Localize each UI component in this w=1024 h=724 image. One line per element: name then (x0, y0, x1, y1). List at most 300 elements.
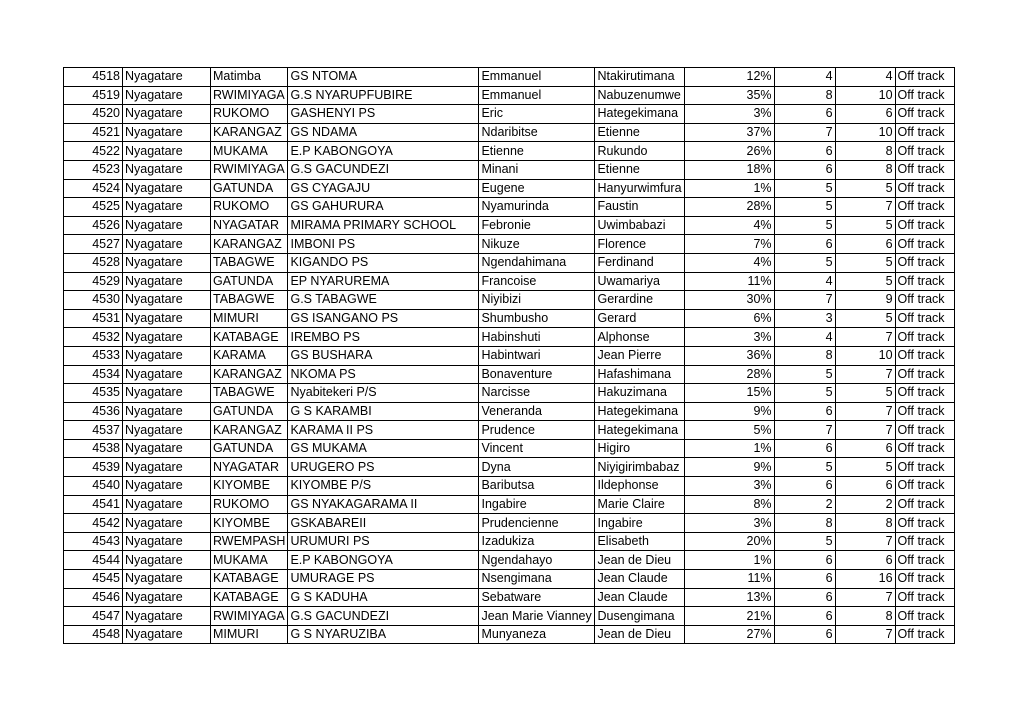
score-b-cell: 2 (835, 495, 895, 514)
last-name-cell: Jean de Dieu (595, 625, 684, 644)
sector-cell: RUKOMO (211, 495, 288, 514)
score-b-cell: 7 (835, 328, 895, 347)
last-name-cell: Hanyurwimfura (595, 179, 684, 198)
status-cell: Off track (895, 384, 954, 403)
row-number-cell: 4548 (64, 625, 123, 644)
school-cell: IMBONI PS (288, 235, 479, 254)
score-a-cell: 5 (774, 365, 835, 384)
score-a-cell: 6 (774, 588, 835, 607)
school-cell: GS GAHURURA (288, 198, 479, 217)
score-a-cell: 5 (774, 216, 835, 235)
first-name-cell: Habinshuti (479, 328, 595, 347)
percent-cell: 21% (684, 607, 774, 626)
school-cell: E.P KABONGOYA (288, 142, 479, 161)
status-cell: Off track (895, 625, 954, 644)
sector-cell: KARANGAZ (211, 421, 288, 440)
school-cell: GS ISANGANO PS (288, 309, 479, 328)
status-cell: Off track (895, 588, 954, 607)
score-a-cell: 3 (774, 309, 835, 328)
status-cell: Off track (895, 179, 954, 198)
first-name-cell: Nsengimana (479, 570, 595, 589)
status-cell: Off track (895, 495, 954, 514)
sector-cell: GATUNDA (211, 439, 288, 458)
school-cell: GS MUKAMA (288, 439, 479, 458)
last-name-cell: Jean de Dieu (595, 551, 684, 570)
status-cell: Off track (895, 86, 954, 105)
table-row (64, 551, 955, 570)
last-name-cell: Uwimbabazi (595, 216, 684, 235)
district-cell: Nyagatare (123, 123, 211, 142)
table-row (64, 253, 955, 272)
last-name-cell: Alphonse (595, 328, 684, 347)
percent-cell: 20% (684, 532, 774, 551)
status-cell: Off track (895, 235, 954, 254)
first-name-cell: Ngendahayo (479, 551, 595, 570)
score-b-cell: 10 (835, 346, 895, 365)
status-cell: Off track (895, 402, 954, 421)
district-cell: Nyagatare (123, 439, 211, 458)
district-cell: Nyagatare (123, 458, 211, 477)
district-cell: Nyagatare (123, 570, 211, 589)
district-cell: Nyagatare (123, 421, 211, 440)
first-name-cell: Shumbusho (479, 309, 595, 328)
first-name-cell: Narcisse (479, 384, 595, 403)
status-cell: Off track (895, 477, 954, 496)
score-b-cell: 5 (835, 272, 895, 291)
row-number-cell: 4522 (64, 142, 123, 161)
status-cell: Off track (895, 570, 954, 589)
status-cell: Off track (895, 346, 954, 365)
district-cell: Nyagatare (123, 588, 211, 607)
score-b-cell: 7 (835, 625, 895, 644)
percent-cell: 27% (684, 625, 774, 644)
table-row (64, 105, 955, 124)
table-row (64, 570, 955, 589)
school-cell: Nyabitekeri P/S (288, 384, 479, 403)
row-number-cell: 4543 (64, 532, 123, 551)
school-cell: UMURAGE PS (288, 570, 479, 589)
first-name-cell: Bonaventure (479, 365, 595, 384)
sector-cell: TABAGWE (211, 291, 288, 310)
district-cell: Nyagatare (123, 253, 211, 272)
school-cell: G.S GACUNDEZI (288, 160, 479, 179)
last-name-cell: Faustin (595, 198, 684, 217)
table-row (64, 458, 955, 477)
last-name-cell: Uwamariya (595, 272, 684, 291)
first-name-cell: Minani (479, 160, 595, 179)
status-cell: Off track (895, 291, 954, 310)
sector-cell: MUKAMA (211, 142, 288, 161)
percent-cell: 3% (684, 105, 774, 124)
score-a-cell: 6 (774, 402, 835, 421)
last-name-cell: Hategekimana (595, 421, 684, 440)
score-b-cell: 6 (835, 235, 895, 254)
score-b-cell: 7 (835, 532, 895, 551)
last-name-cell: Etienne (595, 123, 684, 142)
school-cell: MIRAMA PRIMARY SCHOOL (288, 216, 479, 235)
score-b-cell: 5 (835, 384, 895, 403)
percent-cell: 4% (684, 216, 774, 235)
last-name-cell: Gerardine (595, 291, 684, 310)
sector-cell: KATABAGE (211, 588, 288, 607)
table-row (64, 216, 955, 235)
percent-cell: 28% (684, 198, 774, 217)
district-cell: Nyagatare (123, 607, 211, 626)
row-number-cell: 4528 (64, 253, 123, 272)
row-number-cell: 4544 (64, 551, 123, 570)
row-number-cell: 4533 (64, 346, 123, 365)
score-b-cell: 8 (835, 514, 895, 533)
score-b-cell: 5 (835, 216, 895, 235)
table-row (64, 588, 955, 607)
sector-cell: KIYOMBE (211, 477, 288, 496)
sector-cell: TABAGWE (211, 384, 288, 403)
first-name-cell: Veneranda (479, 402, 595, 421)
score-b-cell: 5 (835, 309, 895, 328)
score-a-cell: 5 (774, 198, 835, 217)
percent-cell: 1% (684, 439, 774, 458)
score-b-cell: 6 (835, 105, 895, 124)
first-name-cell: Ndaribitse (479, 123, 595, 142)
sector-cell: MIMURI (211, 309, 288, 328)
score-a-cell: 7 (774, 291, 835, 310)
district-cell: Nyagatare (123, 142, 211, 161)
last-name-cell: Ntakirutimana (595, 68, 684, 87)
status-cell: Off track (895, 198, 954, 217)
school-cell: GS CYAGAJU (288, 179, 479, 198)
score-b-cell: 7 (835, 421, 895, 440)
row-number-cell: 4532 (64, 328, 123, 347)
status-cell: Off track (895, 607, 954, 626)
last-name-cell: Etienne (595, 160, 684, 179)
status-cell: Off track (895, 68, 954, 87)
district-cell: Nyagatare (123, 86, 211, 105)
last-name-cell: Higiro (595, 439, 684, 458)
last-name-cell: Florence (595, 235, 684, 254)
last-name-cell: Nabuzenumwe (595, 86, 684, 105)
district-cell: Nyagatare (123, 309, 211, 328)
first-name-cell: Niyibizi (479, 291, 595, 310)
percent-cell: 11% (684, 272, 774, 291)
table-row (64, 365, 955, 384)
sector-cell: RWIMIYAGA (211, 86, 288, 105)
score-b-cell: 16 (835, 570, 895, 589)
score-b-cell: 8 (835, 142, 895, 161)
score-a-cell: 5 (774, 179, 835, 198)
status-cell: Off track (895, 123, 954, 142)
table-row (64, 142, 955, 161)
status-cell: Off track (895, 253, 954, 272)
last-name-cell: Niyigirimbabaz (595, 458, 684, 477)
score-a-cell: 6 (774, 160, 835, 179)
table-row (64, 198, 955, 217)
first-name-cell: Vincent (479, 439, 595, 458)
status-cell: Off track (895, 272, 954, 291)
score-a-cell: 4 (774, 272, 835, 291)
sector-cell: MIMURI (211, 625, 288, 644)
status-cell: Off track (895, 160, 954, 179)
sector-cell: KATABAGE (211, 570, 288, 589)
status-cell: Off track (895, 216, 954, 235)
score-b-cell: 6 (835, 477, 895, 496)
table-row (64, 272, 955, 291)
first-name-cell: Prudencienne (479, 514, 595, 533)
score-a-cell: 6 (774, 607, 835, 626)
first-name-cell: Etienne (479, 142, 595, 161)
school-cell: KIGANDO PS (288, 253, 479, 272)
percent-cell: 6% (684, 309, 774, 328)
score-a-cell: 2 (774, 495, 835, 514)
sector-cell: RWIMIYAGA (211, 607, 288, 626)
status-cell: Off track (895, 532, 954, 551)
district-cell: Nyagatare (123, 68, 211, 87)
district-cell: Nyagatare (123, 402, 211, 421)
school-cell: GS NDAMA (288, 123, 479, 142)
last-name-cell: Jean Claude (595, 570, 684, 589)
sector-cell: TABAGWE (211, 253, 288, 272)
score-a-cell: 5 (774, 253, 835, 272)
district-cell: Nyagatare (123, 179, 211, 198)
table-row (64, 328, 955, 347)
school-cell: G.S TABAGWE (288, 291, 479, 310)
sector-cell: KATABAGE (211, 328, 288, 347)
last-name-cell: Hafashimana (595, 365, 684, 384)
school-cell: URUGERO PS (288, 458, 479, 477)
percent-cell: 30% (684, 291, 774, 310)
row-number-cell: 4525 (64, 198, 123, 217)
school-cell: URUMURI PS (288, 532, 479, 551)
sector-cell: RUKOMO (211, 105, 288, 124)
school-cell: EP NYARUREMA (288, 272, 479, 291)
last-name-cell: Ildephonse (595, 477, 684, 496)
sector-cell: KIYOMBE (211, 514, 288, 533)
status-cell: Off track (895, 514, 954, 533)
score-a-cell: 6 (774, 551, 835, 570)
percent-cell: 1% (684, 551, 774, 570)
table-row (64, 68, 955, 87)
sector-cell: RWIMIYAGA (211, 160, 288, 179)
first-name-cell: Febronie (479, 216, 595, 235)
table-row (64, 291, 955, 310)
first-name-cell: Ingabire (479, 495, 595, 514)
last-name-cell: Ferdinand (595, 253, 684, 272)
data-table (63, 67, 955, 644)
sector-cell: KARAMA (211, 346, 288, 365)
percent-cell: 4% (684, 253, 774, 272)
last-name-cell: Jean Claude (595, 588, 684, 607)
row-number-cell: 4521 (64, 123, 123, 142)
percent-cell: 26% (684, 142, 774, 161)
row-number-cell: 4526 (64, 216, 123, 235)
sector-cell: KARANGAZ (211, 365, 288, 384)
district-cell: Nyagatare (123, 198, 211, 217)
score-b-cell: 8 (835, 607, 895, 626)
last-name-cell: Rukundo (595, 142, 684, 161)
row-number-cell: 4523 (64, 160, 123, 179)
percent-cell: 3% (684, 328, 774, 347)
school-cell: GASHENYI PS (288, 105, 479, 124)
first-name-cell: Eugene (479, 179, 595, 198)
score-a-cell: 4 (774, 328, 835, 347)
first-name-cell: Nikuze (479, 235, 595, 254)
percent-cell: 35% (684, 86, 774, 105)
row-number-cell: 4546 (64, 588, 123, 607)
school-cell: GSKABAREII (288, 514, 479, 533)
first-name-cell: Francoise (479, 272, 595, 291)
district-cell: Nyagatare (123, 235, 211, 254)
row-number-cell: 4536 (64, 402, 123, 421)
row-number-cell: 4530 (64, 291, 123, 310)
percent-cell: 7% (684, 235, 774, 254)
district-cell: Nyagatare (123, 365, 211, 384)
sector-cell: KARANGAZ (211, 235, 288, 254)
table-row (64, 86, 955, 105)
score-b-cell: 8 (835, 160, 895, 179)
district-cell: Nyagatare (123, 346, 211, 365)
percent-cell: 13% (684, 588, 774, 607)
school-cell: GS NYAKAGARAMA II (288, 495, 479, 514)
table-row (64, 160, 955, 179)
score-b-cell: 5 (835, 253, 895, 272)
score-a-cell: 8 (774, 514, 835, 533)
last-name-cell: Hategekimana (595, 402, 684, 421)
district-cell: Nyagatare (123, 514, 211, 533)
percent-cell: 11% (684, 570, 774, 589)
score-b-cell: 9 (835, 291, 895, 310)
first-name-cell: Dyna (479, 458, 595, 477)
last-name-cell: Hakuzimana (595, 384, 684, 403)
row-number-cell: 4529 (64, 272, 123, 291)
score-b-cell: 6 (835, 551, 895, 570)
district-cell: Nyagatare (123, 291, 211, 310)
table-row (64, 421, 955, 440)
district-cell: Nyagatare (123, 272, 211, 291)
score-b-cell: 7 (835, 365, 895, 384)
percent-cell: 18% (684, 160, 774, 179)
status-cell: Off track (895, 142, 954, 161)
table-row (64, 346, 955, 365)
row-number-cell: 4520 (64, 105, 123, 124)
row-number-cell: 4534 (64, 365, 123, 384)
score-b-cell: 6 (835, 439, 895, 458)
district-cell: Nyagatare (123, 216, 211, 235)
score-a-cell: 6 (774, 477, 835, 496)
table-row (64, 123, 955, 142)
percent-cell: 28% (684, 365, 774, 384)
score-b-cell: 5 (835, 458, 895, 477)
last-name-cell: Gerard (595, 309, 684, 328)
score-a-cell: 7 (774, 123, 835, 142)
percent-cell: 9% (684, 402, 774, 421)
status-cell: Off track (895, 365, 954, 384)
row-number-cell: 4540 (64, 477, 123, 496)
score-b-cell: 10 (835, 123, 895, 142)
percent-cell: 8% (684, 495, 774, 514)
school-cell: KARAMA II PS (288, 421, 479, 440)
row-number-cell: 4535 (64, 384, 123, 403)
district-cell: Nyagatare (123, 532, 211, 551)
school-cell: G.S GACUNDEZI (288, 607, 479, 626)
percent-cell: 3% (684, 514, 774, 533)
school-cell: IREMBO PS (288, 328, 479, 347)
first-name-cell: Habintwari (479, 346, 595, 365)
score-a-cell: 6 (774, 105, 835, 124)
first-name-cell: Jean Marie Vianney (479, 607, 595, 626)
table-row (64, 439, 955, 458)
first-name-cell: Prudence (479, 421, 595, 440)
score-b-cell: 10 (835, 86, 895, 105)
table-row (64, 384, 955, 403)
score-a-cell: 5 (774, 532, 835, 551)
status-cell: Off track (895, 551, 954, 570)
score-a-cell: 8 (774, 346, 835, 365)
score-a-cell: 5 (774, 384, 835, 403)
sector-cell: RUKOMO (211, 198, 288, 217)
last-name-cell: Hategekimana (595, 105, 684, 124)
first-name-cell: Emmanuel (479, 68, 595, 87)
score-b-cell: 4 (835, 68, 895, 87)
score-a-cell: 6 (774, 439, 835, 458)
percent-cell: 1% (684, 179, 774, 198)
sector-cell: GATUNDA (211, 402, 288, 421)
row-number-cell: 4542 (64, 514, 123, 533)
sector-cell: GATUNDA (211, 272, 288, 291)
table-row (64, 179, 955, 198)
row-number-cell: 4527 (64, 235, 123, 254)
row-number-cell: 4518 (64, 68, 123, 87)
status-cell: Off track (895, 439, 954, 458)
first-name-cell: Nyamurinda (479, 198, 595, 217)
first-name-cell: Baributsa (479, 477, 595, 496)
status-cell: Off track (895, 458, 954, 477)
row-number-cell: 4537 (64, 421, 123, 440)
school-cell: G S KARAMBI (288, 402, 479, 421)
first-name-cell: Izadukiza (479, 532, 595, 551)
school-cell: G S NYARUZIBA (288, 625, 479, 644)
percent-cell: 5% (684, 421, 774, 440)
first-name-cell: Sebatware (479, 588, 595, 607)
status-cell: Off track (895, 309, 954, 328)
last-name-cell: Marie Claire (595, 495, 684, 514)
district-cell: Nyagatare (123, 495, 211, 514)
school-cell: G S KADUHA (288, 588, 479, 607)
score-a-cell: 6 (774, 235, 835, 254)
sector-cell: NYAGATAR (211, 216, 288, 235)
table-row (64, 235, 955, 254)
district-cell: Nyagatare (123, 625, 211, 644)
last-name-cell: Ingabire (595, 514, 684, 533)
school-cell: KIYOMBE P/S (288, 477, 479, 496)
row-number-cell: 4519 (64, 86, 123, 105)
table-row (64, 309, 955, 328)
table-row (64, 532, 955, 551)
first-name-cell: Eric (479, 105, 595, 124)
school-cell: E.P KABONGOYA (288, 551, 479, 570)
sector-cell: MUKAMA (211, 551, 288, 570)
percent-cell: 9% (684, 458, 774, 477)
score-a-cell: 4 (774, 68, 835, 87)
table-row (64, 514, 955, 533)
sector-cell: RWEMPASH (211, 532, 288, 551)
percent-cell: 15% (684, 384, 774, 403)
score-b-cell: 7 (835, 198, 895, 217)
row-number-cell: 4538 (64, 439, 123, 458)
school-cell: NKOMA PS (288, 365, 479, 384)
score-a-cell: 6 (774, 625, 835, 644)
percent-cell: 3% (684, 477, 774, 496)
status-cell: Off track (895, 328, 954, 347)
district-cell: Nyagatare (123, 328, 211, 347)
